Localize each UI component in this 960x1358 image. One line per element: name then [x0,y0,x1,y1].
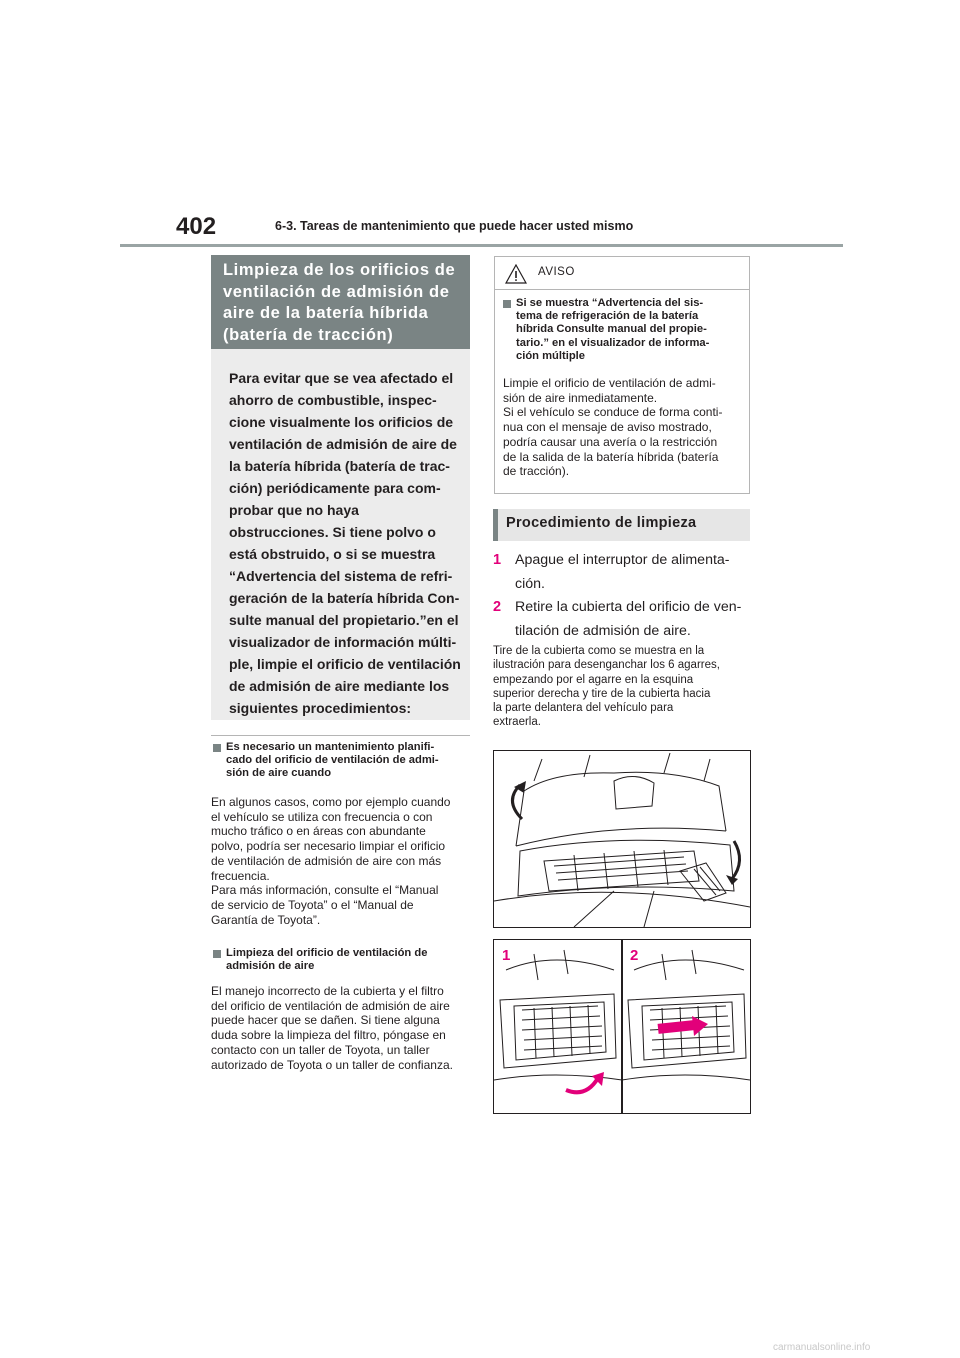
title-line: (batería de tracción) [223,325,394,344]
step-detail: Tire de la cubierta como se muestra en la ilustración para desenganchar los 6 agarres, empezando por el agarre en la esquina superior derecha y tire de la cubierta hacia la parte delantera del vehículo para extraerla. [493,645,720,729]
procedure-title: Procedimiento de limpieza [506,515,697,531]
intro-line: de admisión de aire mediante los [229,678,450,694]
intro-line: obstrucciones. Si tiene polvo o [229,524,436,540]
warning-triangle-icon [505,264,527,284]
cover-removal-drawing [494,940,750,1113]
intro-line: ventilación de admisión de aire de [229,436,457,452]
heading-accent-bar [493,509,498,541]
title-line: aire de la batería híbrida [223,304,429,322]
intro-line: ple, limpie el orificio de ventilación [229,656,461,672]
divider [211,735,470,736]
warning-body: Limpie el orificio de ventilación de admi- sión de aire inmediatamente. Si el vehículo se conduce de forma conti- nua con el mensaje de aviso mostrado, podría causar una avería o la restricción de la salida de la batería híbrida (batería de tracción). [503,376,723,479]
watermark: carmanualsonline.info [773,1342,871,1353]
title-line: Limpieza de los orificios de [223,261,456,279]
title-line: ventilación de admisión de [223,282,450,301]
bullet-square-icon [503,300,511,308]
panel-label-2: 2 [630,947,639,964]
intro-line: está obstruido, o si se muestra [229,546,436,562]
intro-line: visualizador de información múlti- [229,634,457,650]
rear-seat-drawing [494,751,750,927]
section-header: 6-3. Tareas de mantenimiento que puede hacer usted mismo [275,219,634,233]
cover-removal-illustration [493,939,751,1114]
intro-line: sulte manual del propietario.”en el [229,612,459,628]
note-heading: Limpieza del orificio de ventilación de admisión de aire [226,947,428,972]
bullet-square-icon [213,744,221,752]
step-text: Apague el interruptor de alimenta- ción. [515,552,730,592]
step-number: 1 [493,552,502,568]
intro-line: geración de la batería híbrida Con- [229,590,460,606]
bullet-square-icon [213,950,221,958]
warning-box [494,256,750,494]
warning-header [495,257,749,290]
intro-line: la batería híbrida (batería de trac- [229,458,450,474]
intro-line: Para evitar que se vea afectado el [229,370,454,386]
procedure-heading-box [493,509,750,541]
header-rule [120,244,843,247]
warning-heading: Si se muestra “Advertencia del sis- tema de refrigeración de la batería híbrida Consulte manual del propie- tario.” en el visualizador de informa- ción múltiple [516,297,710,362]
intro-line: siguientes procedimientos: [229,700,412,716]
page-number: 402 [176,213,217,240]
step-number: 2 [493,599,502,615]
step-text: Retire la cubierta del orificio de ven- tilación de admisión de aire. [515,599,742,639]
intro-line: cione visualmente los orificios de [229,414,454,430]
panel-label-1: 1 [502,947,511,964]
warning-label: AVISO [538,266,575,278]
intro-line: probar que no haya [229,502,359,518]
section-title-box [211,255,470,349]
intro-line: “Advertencia del sistema de refri- [229,568,453,584]
intro-box [211,349,470,720]
note-body: En algunos casos, como por ejemplo cuando el vehículo se utiliza con frecuencia o con mucho tráfico o en áreas con abundante polvo, podría ser necesario limpiar el orificio de ventilación de admisión de aire con más frecuencia. Para más información, consulte el “Manual de servicio de Toyota” o el “Manual de Garantía de Toyota”. [211,795,451,927]
note-body: El manejo incorrecto de la cubierta y el filtro del orificio de ventilación de admisión de aire puede hacer que se dañen. Si tiene alguna duda sobre la limpieza del filtro, póngase en contacto con un taller de Toyota, un taller autorizado de Toyota o un taller de confianza. [211,984,453,1072]
intro-line: ahorro de combustible, inspec- [229,392,437,408]
intro-line: ción) periódicamente para com- [229,480,441,496]
note-heading: Es necesario un mantenimiento planifi- cado del orificio de ventilación de admi- sión de aire cuando [226,741,439,779]
rear-seat-illustration [493,750,751,928]
